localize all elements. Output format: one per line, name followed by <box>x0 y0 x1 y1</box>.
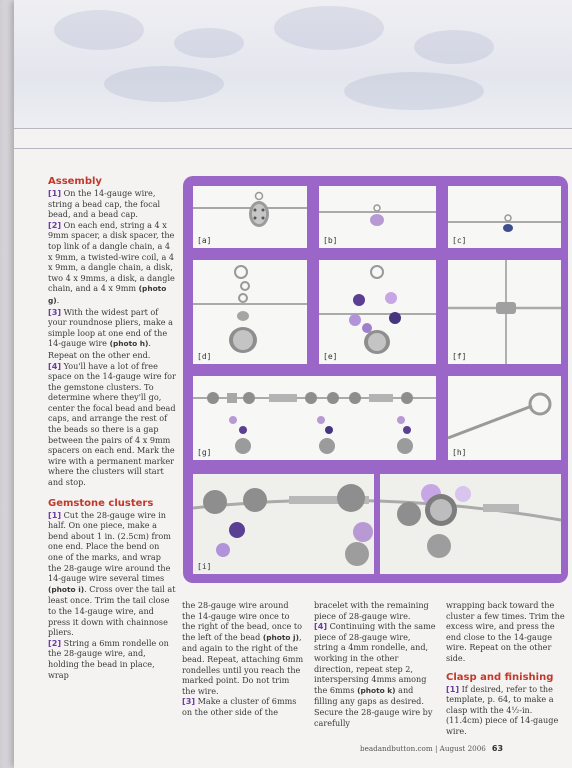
step-text: Cut the 28-gauge wire in half. On one piece, make a bend about 1 in. (2.5cm) from one end. Place the bend on one of the marks, and wrap the 28-gauge wire around the 14-gauge wire several times <box>48 509 171 584</box>
page-gutter <box>0 0 14 768</box>
footer-site: beadandbutton.com | August 2006 <box>360 744 486 753</box>
step-paragraph <box>48 220 176 307</box>
text-column-4 <box>446 600 568 737</box>
divider-line <box>14 128 572 129</box>
step-number: [1] <box>446 683 460 694</box>
step-number: [3] <box>48 306 62 317</box>
photo-b <box>319 186 436 248</box>
step-text: Continuing with the same piece of 28-gauge wire, string a 4mm rondelle, and, working in the other direction, repeat step 2, interspersing 4mms among the 6mms <box>314 621 436 695</box>
step-paragraph <box>314 621 437 728</box>
photo-a <box>193 186 307 248</box>
section-heading-gemstone-clusters: Gemstone clusters <box>48 497 154 509</box>
text-column-1 <box>48 176 176 680</box>
photo-d <box>193 260 307 364</box>
text-column-2 <box>182 600 304 718</box>
text-column-3 <box>314 600 437 728</box>
step-text: . Repeat on the other end. <box>48 338 151 360</box>
step-text: . <box>56 294 60 305</box>
step-number: [3] <box>182 696 196 707</box>
step-paragraph <box>182 600 304 696</box>
photo-label: [f] <box>452 352 467 361</box>
photo-label: [b] <box>323 236 338 245</box>
step-text: String a 6mm rondelle on the 28-gauge wire, and, holding the bead in place, wrap <box>48 637 169 680</box>
photo-panel <box>183 176 568 583</box>
bracelet-closeup-illustration <box>193 474 561 574</box>
photo-reference: (photo g) <box>48 284 167 305</box>
header-artwork <box>14 0 572 128</box>
step-paragraph <box>48 307 176 361</box>
step-paragraph <box>48 188 176 220</box>
step-text: bracelet with the remaining piece of 28-gauge wire. <box>314 600 429 621</box>
step-number: [1] <box>48 509 62 520</box>
photo-c <box>448 186 561 248</box>
dangle-illustration <box>193 260 307 364</box>
step-text: If desired, refer to the template, p. 64, to make a clasp with the 4½-in. (11.4cm) piece of 14-gauge wire. <box>446 683 559 736</box>
photo-label: [c] <box>452 236 467 245</box>
step-number: [2] <box>48 219 62 230</box>
step-text: the 28-gauge wire around the 14-gauge wire once to the right of the bead, once to the left of the bead <box>182 600 303 642</box>
step-text: With the widest part of your roundnose pliers, make a simple loop at one end of the 14-gauge wire <box>48 306 173 349</box>
dangle-illustration <box>319 260 436 364</box>
photo-reference: (photo i) <box>48 584 85 594</box>
step-paragraph <box>48 638 176 680</box>
strung-components-illustration <box>193 376 436 460</box>
photo-label: [h] <box>452 448 467 457</box>
photo-f <box>448 260 561 364</box>
photo-label: [a] <box>197 236 212 245</box>
photo-reference: (photo k) <box>357 685 396 695</box>
step-number: [2] <box>48 637 62 648</box>
step-paragraph <box>48 361 176 488</box>
photo-reference: (photo h) <box>109 339 149 349</box>
photo-label: [d] <box>197 352 212 361</box>
step-paragraph <box>446 600 568 664</box>
step-text: On each end, string a 4 x 9mm spacer, a disk spacer, the top link of a dangle chain, a 4 x 9mm, a twisted-wire coil, a 4 x 9mm, a dangle chain, a disk, two 4 x 9mms, a disk, a dangle chain, and a 4 x 9mm <box>48 219 175 294</box>
step-text: Make a cluster of 6mms on the other side of the <box>182 696 297 717</box>
step-text: wrapping back toward the cluster a few times. Trim the excess wire, and press the end close to the 14-gauge wire. Repeat on the other side. <box>446 600 565 663</box>
step-text: . Cross over the tail at least once. Trim the tail close to the 14-gauge wire, and press it down with chainnose pliers. <box>48 583 176 638</box>
photo-label: [i] <box>197 562 212 571</box>
step-number: [1] <box>48 188 62 198</box>
step-number: [4] <box>314 621 328 632</box>
photo-label: [e] <box>323 352 338 361</box>
section-heading-clasp: Clasp and finishing <box>446 671 554 683</box>
wire-wrap-illustration <box>448 260 561 364</box>
step-paragraph <box>48 510 176 638</box>
photo-e <box>319 260 436 364</box>
step-paragraph <box>314 600 437 621</box>
step-text: , and again to the right of the bead. Repeat, attaching 6mm rondelles until you reach the marked point. Do not trim the wire. <box>182 631 304 696</box>
step-text: On the 14-gauge wire, string a bead cap, the focal bead, and a bead cap. <box>48 188 161 220</box>
page-number: 63 <box>491 744 504 753</box>
step-text: and filling any gaps as desired. Secure the 28-gauge wire by carefully <box>314 684 433 728</box>
photo-label: [g] <box>197 448 212 457</box>
photo-h <box>448 376 561 460</box>
page-footer <box>360 744 503 753</box>
divider-line <box>14 148 572 149</box>
step-paragraph <box>446 684 568 737</box>
step-text: You'll have a lot of free space on the 14-gauge wire for the gemstone clusters. To determine where they'll go, center the focal bead and bead caps, and arrange the rest of the beads so there is a gap between the pairs of 4 x 9mm spacers on each end. Mark the wire with a permanent marker where the clusters will start and stop. <box>48 360 176 488</box>
photo-i <box>193 474 561 574</box>
photo-reference: (photo j) <box>262 632 299 642</box>
section-heading-assembly: Assembly <box>48 176 102 187</box>
photo-g <box>193 376 436 460</box>
step-paragraph <box>182 696 304 717</box>
step-number: [4] <box>48 360 62 371</box>
